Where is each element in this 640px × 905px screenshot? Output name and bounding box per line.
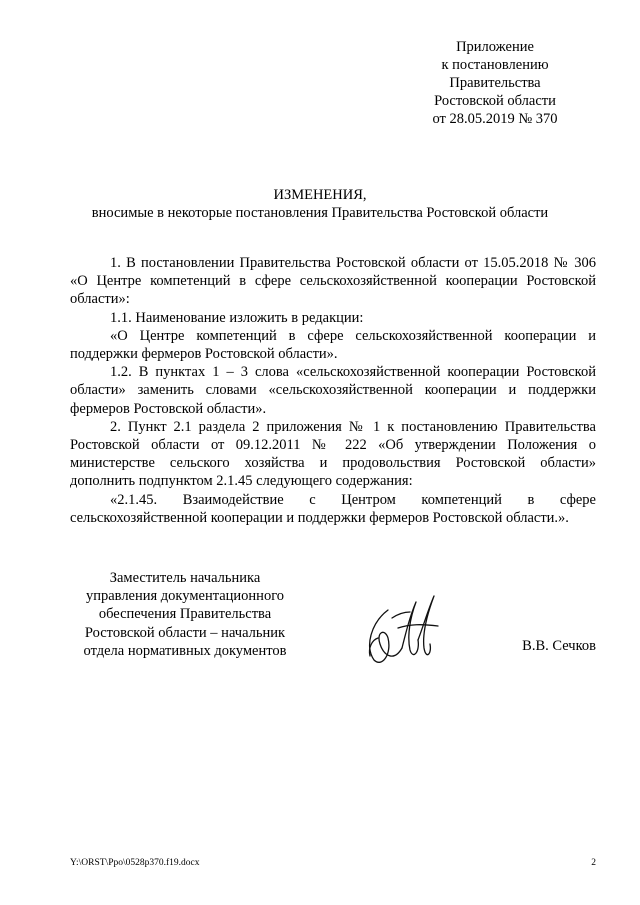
signatory-title-line: обеспечения Правительства [98, 606, 272, 623]
signatory-title-line: управления документационного [85, 588, 285, 605]
appendix-line: Приложение [456, 39, 534, 55]
appendix-line: к постановлению [441, 57, 549, 73]
appendix-line: Ростовской области [434, 93, 556, 109]
appendix-date-number: от 28.05.2019 № 370 [432, 111, 558, 127]
signatory-title-line: Ростовской области – начальник [84, 624, 286, 641]
paragraph-1-1: 1.1. Наименование изложить в редакции: [110, 309, 364, 326]
document-title: ИЗМЕНЕНИЯ, [273, 187, 367, 203]
footer-file-path: Y:\ORST\Ppo\0528p370.f19.docx [70, 858, 200, 868]
paragraph-1: 1. В постановлении Правительства Ростовской области от 15.05.2018 № 306 «О Центре компетенций в сфере сельскохозяйственной кооперации Ростовской области»: [70, 255, 596, 308]
document-subtitle: вносимые в некоторые постановления Правительства Ростовской области [91, 205, 549, 221]
paragraph-2: 2. Пункт 2.1 раздела 2 приложения № 1 к постановлению Правительства Ростовской области от 09.12.2011 № 222 «Об утверждении Положения о министерстве сельского хозяйства и продовольствия Ростовской области» дополнить подпунктом 2.1.45 следующего содержания: [70, 418, 596, 490]
appendix-header [420, 38, 570, 128]
handwritten-signature [358, 588, 440, 668]
signatory-title-line: Заместитель начальника [109, 570, 261, 586]
signatory-name: В.В. Сечков [522, 638, 596, 654]
paragraph-2-1-45: «2.1.45. Взаимодействие с Центром компетенций в сфере сельскохозяйственной кооперации и поддержки фермеров Ростовской области.». [70, 491, 596, 526]
signatory-title [70, 569, 300, 660]
paragraph-new-name: «О Центре компетенций в сфере сельскохозяйственной кооперации и поддержки фермеров Ростовской области». [70, 327, 596, 363]
page-number: 2 [591, 858, 596, 868]
appendix-line: Правительства [449, 75, 541, 91]
signatory-title-line: отдела нормативных документов [83, 642, 287, 659]
document-body [70, 254, 596, 527]
paragraph-1-2: 1.2. В пунктах 1 – 3 слова «сельскохозяйственной кооперации Ростовской области» заменить словами «сельскохозяйственной кооперации и поддержки фермеров Ростовской области». [70, 364, 596, 417]
